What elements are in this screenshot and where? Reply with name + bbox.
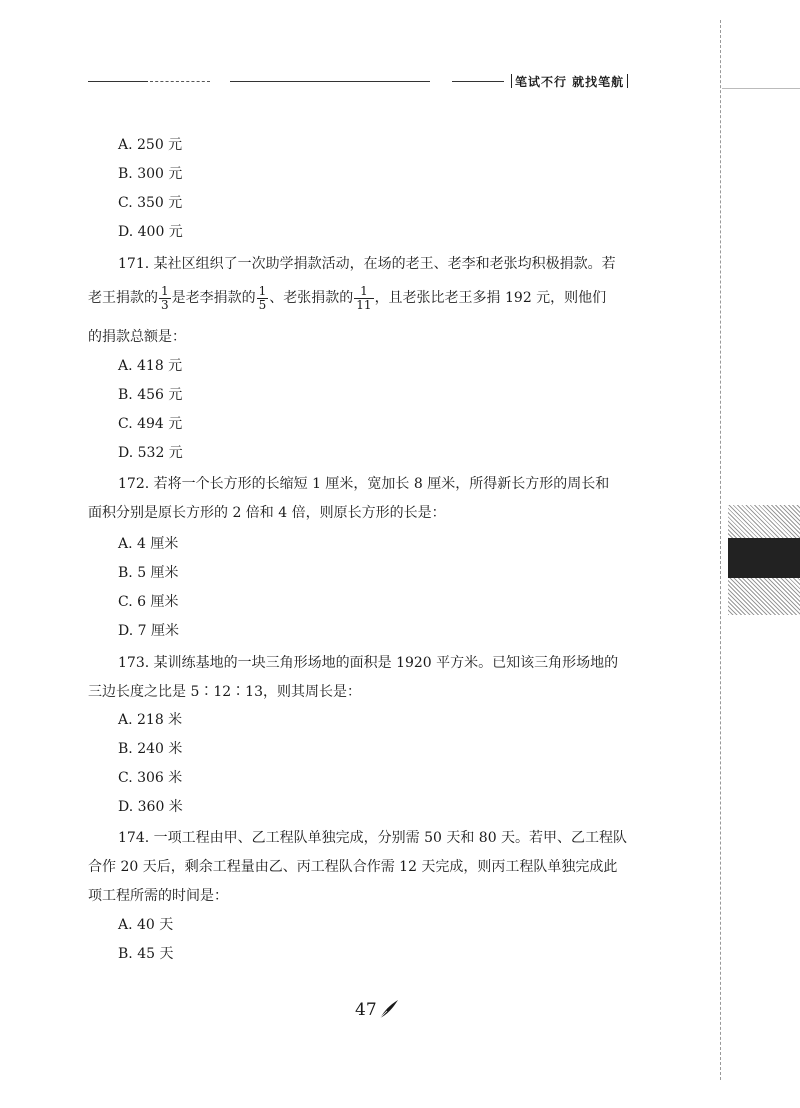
text-segment: 、老张捐款的 [269,290,354,306]
fraction-denominator: 3 [161,297,169,312]
header-rule [452,81,504,82]
text-segment: ，且老张比老王多捐 192 元，则他们 [374,290,607,306]
option-line: D. 360 米 [118,799,183,815]
option-line: A. 40 天 [118,917,174,933]
question-fraction-line [88,284,606,312]
option-line: D. 7 厘米 [118,623,179,639]
text-segment: 是老李捐款的 [171,290,256,306]
option-line: B. 45 天 [118,946,174,962]
option-line: B. 240 米 [118,741,183,757]
option-line: C. 494 元 [118,416,183,432]
option-line: B. 456 元 [118,387,183,403]
fraction-numerator: 1 [258,283,267,298]
header-slogan-text: 笔试不行 就找笔航 [515,75,625,89]
fraction-numerator: 1 [354,285,373,299]
option-line: A. 4 厘米 [118,536,179,552]
scan-top-line [722,88,800,89]
feather-icon [378,998,400,1020]
question-line: 面积分别是原长方形的 2 倍和 4 倍，则原长方形的长是： [88,505,446,521]
option-line: C. 6 厘米 [118,594,179,610]
question-line: 173. 某训练基地的一块三角形场地的面积是 1920 平方米。已知该三角形场地的 [118,655,619,671]
text-segment: 老王捐款的 [88,290,158,306]
option-line: D. 532 元 [118,445,183,461]
question-line: 171. 某社区组织了一次助学捐款活动，在场的老王、老李和老张均积极捐款。若 [118,256,616,272]
option-line: D. 400 元 [118,224,183,240]
header-rule [150,81,210,82]
header-rule [88,81,148,82]
option-line: A. 218 米 [118,712,183,728]
header-rule [230,81,430,82]
option-line: A. 250 元 [118,137,183,153]
option-line: B. 300 元 [118,166,183,182]
question-line: 合作 20 天后，剩余工程量由乙、丙工程队合作需 12 天完成，则丙工程队单独完成此 [88,859,618,875]
fraction [257,285,269,312]
fraction [354,285,373,312]
option-line: C. 306 米 [118,770,183,786]
question-line: 174. 一项工程由甲、乙工程队单独完成，分别需 50 天和 80 天。若甲、乙工程队 [118,830,628,846]
fraction [159,285,171,312]
question-line: 的捐款总额是： [88,329,186,345]
fraction-denominator: 11 [356,297,372,312]
option-line: C. 350 元 [118,195,183,211]
scan-noise [728,505,800,615]
option-line: B. 5 厘米 [118,565,179,581]
question-line: 项工程所需的时间是： [88,888,228,904]
question-line: 172. 若将一个长方形的长缩短 1 厘米，宽加长 8 厘米，所得新长方形的周长和 [118,476,610,492]
page-number: 47 [355,1000,377,1020]
option-line: A. 418 元 [118,358,183,374]
scan-edge [720,20,722,1080]
fraction-denominator: 5 [258,297,267,312]
fraction-numerator: 1 [161,283,169,298]
question-line: 三边长度之比是 5∶12∶13，则其周长是： [88,684,361,700]
header-slogan [508,73,631,90]
